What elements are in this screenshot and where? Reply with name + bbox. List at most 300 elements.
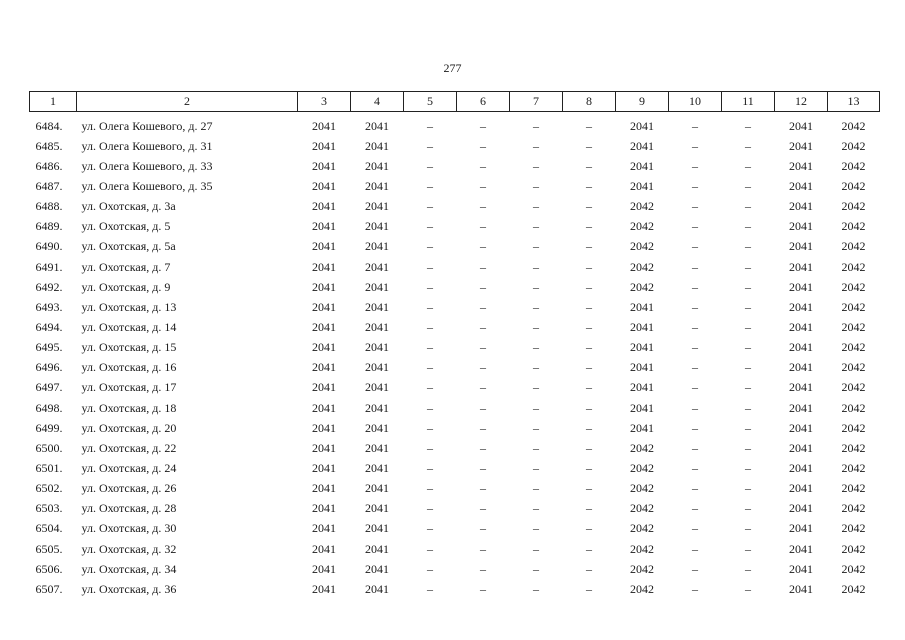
year-cell: – xyxy=(533,581,539,596)
row-number: 6495. xyxy=(35,340,63,355)
year-cell: – xyxy=(745,199,751,214)
address-cell: ул. Охотская, д. 28 xyxy=(81,501,177,516)
address-cell: ул. Охотская, д. 13 xyxy=(81,299,177,314)
year-cell: 2041 xyxy=(789,199,813,214)
year-cell: – xyxy=(586,118,592,133)
year-cell: – xyxy=(480,420,486,435)
year-cell: 2041 xyxy=(789,138,813,153)
row-number: 6500. xyxy=(35,440,63,455)
year-cell: – xyxy=(427,360,433,375)
address-cell: ул. Олега Кошевого, д. 31 xyxy=(81,138,213,153)
year-cell: 2041 xyxy=(630,420,654,435)
row-number: 6499. xyxy=(35,420,63,435)
row-number: 6493. xyxy=(35,299,63,314)
year-cell: – xyxy=(586,158,592,173)
year-cell: – xyxy=(692,581,698,596)
year-cell: 2042 xyxy=(630,279,654,294)
year-cell: 2041 xyxy=(365,138,389,153)
year-cell: 2041 xyxy=(789,340,813,355)
year-cell: 2041 xyxy=(312,299,336,314)
year-cell: 2042 xyxy=(630,581,654,596)
row-number: 6503. xyxy=(35,501,63,516)
year-cell: 2042 xyxy=(841,561,866,576)
year-cell: 2041 xyxy=(365,561,389,576)
year-cell: 2041 xyxy=(630,178,654,193)
year-cell: 2041 xyxy=(789,561,813,576)
year-cell: 2041 xyxy=(789,239,813,254)
row-number: 6498. xyxy=(35,400,63,415)
year-cell: – xyxy=(692,319,698,334)
year-cell: – xyxy=(692,561,698,576)
year-cell: 2041 xyxy=(789,219,813,234)
year-cell: 2041 xyxy=(312,319,336,334)
year-cell: – xyxy=(745,279,751,294)
year-cell: 2041 xyxy=(312,380,336,395)
year-cell: – xyxy=(427,420,433,435)
year-cell: – xyxy=(480,138,486,153)
table-row xyxy=(30,176,880,196)
year-cell: – xyxy=(745,219,751,234)
year-cell: – xyxy=(427,460,433,475)
year-cell: 2042 xyxy=(630,541,654,556)
year-cell: – xyxy=(533,138,539,153)
year-cell: 2041 xyxy=(365,279,389,294)
year-cell: – xyxy=(480,581,486,596)
year-cell: – xyxy=(745,178,751,193)
row-number: 6486. xyxy=(35,158,63,173)
table-row xyxy=(30,277,880,297)
row-number: 6488. xyxy=(35,199,63,214)
year-cell: – xyxy=(480,481,486,496)
table-row xyxy=(30,398,880,418)
year-cell: 2041 xyxy=(312,340,336,355)
year-cell: – xyxy=(533,178,539,193)
year-cell: – xyxy=(533,279,539,294)
year-cell: – xyxy=(586,239,592,254)
year-cell: 2041 xyxy=(365,360,389,375)
year-cell: – xyxy=(427,581,433,596)
year-cell: – xyxy=(692,219,698,234)
year-cell: – xyxy=(586,481,592,496)
year-cell: 2041 xyxy=(312,481,336,496)
year-cell: 2041 xyxy=(789,279,813,294)
year-cell: – xyxy=(692,420,698,435)
year-cell: – xyxy=(745,319,751,334)
year-cell: – xyxy=(427,299,433,314)
year-cell: 2041 xyxy=(312,541,336,556)
year-cell: 2042 xyxy=(630,219,654,234)
column-header: 5 xyxy=(404,92,457,112)
year-cell: – xyxy=(533,199,539,214)
year-cell: – xyxy=(480,239,486,254)
year-cell: – xyxy=(533,400,539,415)
year-cell: 2042 xyxy=(841,440,866,455)
year-cell: 2042 xyxy=(630,239,654,254)
year-cell: – xyxy=(692,380,698,395)
address-cell: ул. Охотская, д. 24 xyxy=(81,460,177,475)
year-cell: – xyxy=(480,541,486,556)
row-number: 6494. xyxy=(35,319,63,334)
year-cell: – xyxy=(427,340,433,355)
year-cell: – xyxy=(692,501,698,516)
table-row xyxy=(30,438,880,458)
year-cell: – xyxy=(427,158,433,173)
year-cell: 2041 xyxy=(312,199,336,214)
year-cell: 2041 xyxy=(365,380,389,395)
year-cell: – xyxy=(427,178,433,193)
table-row xyxy=(30,197,880,217)
year-cell: 2041 xyxy=(365,219,389,234)
year-cell: 2042 xyxy=(841,199,866,214)
table-row xyxy=(30,539,880,559)
year-cell: – xyxy=(480,219,486,234)
year-cell: – xyxy=(586,279,592,294)
table-row xyxy=(30,559,880,579)
year-cell: 2041 xyxy=(630,158,654,173)
table-row xyxy=(30,217,880,237)
year-cell: 2041 xyxy=(312,501,336,516)
column-header: 13 xyxy=(828,92,880,112)
year-cell: – xyxy=(745,400,751,415)
address-cell: ул. Охотская, д. 16 xyxy=(81,360,177,375)
column-header: 9 xyxy=(616,92,669,112)
year-cell: – xyxy=(480,521,486,536)
year-cell: – xyxy=(745,138,751,153)
year-cell: – xyxy=(480,360,486,375)
year-cell: 2041 xyxy=(789,118,813,133)
year-cell: – xyxy=(586,521,592,536)
year-cell: 2041 xyxy=(365,501,389,516)
year-cell: – xyxy=(586,380,592,395)
year-cell: – xyxy=(692,299,698,314)
year-cell: 2041 xyxy=(365,460,389,475)
year-cell: – xyxy=(586,440,592,455)
year-cell: 2042 xyxy=(630,561,654,576)
year-cell: 2041 xyxy=(365,259,389,274)
year-cell: 2041 xyxy=(312,521,336,536)
year-cell: 2042 xyxy=(630,440,654,455)
row-number: 6496. xyxy=(35,360,63,375)
year-cell: – xyxy=(692,259,698,274)
year-cell: – xyxy=(480,178,486,193)
year-cell: – xyxy=(745,440,751,455)
year-cell: – xyxy=(586,460,592,475)
year-cell: 2041 xyxy=(365,481,389,496)
year-cell: – xyxy=(427,199,433,214)
year-cell: 2041 xyxy=(312,178,336,193)
table-row xyxy=(30,378,880,398)
year-cell: 2041 xyxy=(312,420,336,435)
year-cell: – xyxy=(533,319,539,334)
column-header: 2 xyxy=(77,92,298,112)
year-cell: – xyxy=(745,420,751,435)
year-cell: 2042 xyxy=(841,118,866,133)
year-cell: – xyxy=(745,521,751,536)
year-cell: 2041 xyxy=(365,319,389,334)
year-cell: – xyxy=(692,178,698,193)
year-cell: 2042 xyxy=(841,360,866,375)
year-cell: – xyxy=(533,360,539,375)
year-cell: 2042 xyxy=(841,319,866,334)
year-cell: – xyxy=(533,158,539,173)
year-cell: 2041 xyxy=(789,501,813,516)
year-cell: – xyxy=(480,259,486,274)
year-cell: – xyxy=(692,340,698,355)
year-cell: 2041 xyxy=(365,581,389,596)
year-cell: – xyxy=(427,118,433,133)
address-cell: ул. Олега Кошевого, д. 33 xyxy=(81,158,213,173)
year-cell: 2041 xyxy=(365,340,389,355)
year-cell: – xyxy=(427,219,433,234)
year-cell: 2041 xyxy=(312,259,336,274)
year-cell: – xyxy=(427,400,433,415)
year-cell: 2041 xyxy=(630,319,654,334)
year-cell: 2042 xyxy=(630,460,654,475)
year-cell: 2041 xyxy=(312,239,336,254)
year-cell: – xyxy=(533,561,539,576)
table-row xyxy=(30,579,880,599)
year-cell: – xyxy=(745,239,751,254)
year-cell: – xyxy=(533,299,539,314)
year-cell: 2042 xyxy=(841,420,866,435)
table-row xyxy=(30,418,880,438)
year-cell: – xyxy=(586,319,592,334)
year-cell: 2041 xyxy=(365,178,389,193)
year-cell: – xyxy=(586,420,592,435)
year-cell: 2042 xyxy=(630,259,654,274)
year-cell: 2042 xyxy=(841,239,866,254)
year-cell: 2041 xyxy=(365,420,389,435)
address-cell: ул. Охотская, д. 17 xyxy=(81,380,177,395)
year-cell: – xyxy=(533,440,539,455)
year-cell: 2042 xyxy=(841,541,866,556)
table-row xyxy=(30,458,880,478)
year-cell: 2041 xyxy=(365,521,389,536)
year-cell: 2041 xyxy=(365,400,389,415)
year-cell: 2041 xyxy=(365,299,389,314)
header-row xyxy=(30,92,880,112)
row-number: 6491. xyxy=(35,259,63,274)
year-cell: – xyxy=(533,501,539,516)
year-cell: 2041 xyxy=(312,138,336,153)
year-cell: – xyxy=(533,541,539,556)
row-number: 6501. xyxy=(35,460,63,475)
year-cell: 2042 xyxy=(841,481,866,496)
year-cell: 2041 xyxy=(365,199,389,214)
address-cell: ул. Охотская, д. 5а xyxy=(81,239,176,254)
year-cell: – xyxy=(533,380,539,395)
table-body xyxy=(30,112,880,600)
year-cell: 2041 xyxy=(365,118,389,133)
year-cell: – xyxy=(586,219,592,234)
row-number: 6504. xyxy=(35,521,63,536)
year-cell: – xyxy=(586,199,592,214)
year-cell: – xyxy=(745,259,751,274)
year-cell: – xyxy=(692,199,698,214)
year-cell: – xyxy=(745,118,751,133)
year-cell: 2041 xyxy=(789,380,813,395)
year-cell: – xyxy=(692,521,698,536)
address-cell: ул. Охотская, д. 34 xyxy=(81,561,177,576)
year-cell: 2041 xyxy=(789,400,813,415)
year-cell: – xyxy=(480,400,486,415)
column-header: 8 xyxy=(563,92,616,112)
column-header: 6 xyxy=(457,92,510,112)
year-cell: – xyxy=(745,340,751,355)
table-row xyxy=(30,136,880,156)
table-row xyxy=(30,156,880,176)
year-cell: 2041 xyxy=(365,440,389,455)
year-cell: – xyxy=(480,199,486,214)
year-cell: 2042 xyxy=(841,219,866,234)
year-cell: – xyxy=(745,561,751,576)
address-cell: ул. Охотская, д. 32 xyxy=(81,541,177,556)
year-cell: 2041 xyxy=(789,541,813,556)
year-cell: – xyxy=(480,279,486,294)
year-cell: 2042 xyxy=(841,259,866,274)
year-cell: – xyxy=(480,340,486,355)
year-cell: 2042 xyxy=(841,158,866,173)
year-cell: 2041 xyxy=(789,440,813,455)
year-cell: 2041 xyxy=(312,219,336,234)
year-cell: 2041 xyxy=(789,319,813,334)
year-cell: 2041 xyxy=(312,440,336,455)
column-header: 1 xyxy=(30,92,77,112)
row-number: 6487. xyxy=(35,178,63,193)
row-number: 6492. xyxy=(35,279,63,294)
year-cell: – xyxy=(745,460,751,475)
column-header: 12 xyxy=(775,92,828,112)
table-row xyxy=(30,317,880,337)
address-cell: ул. Охотская, д. 18 xyxy=(81,400,177,415)
year-cell: 2041 xyxy=(789,158,813,173)
year-cell: 2042 xyxy=(841,279,866,294)
year-cell: – xyxy=(480,460,486,475)
year-cell: – xyxy=(586,259,592,274)
year-cell: 2041 xyxy=(630,118,654,133)
year-cell: – xyxy=(427,440,433,455)
address-cell: ул. Охотская, д. 15 xyxy=(81,340,177,355)
table-row xyxy=(30,499,880,519)
year-cell: 2041 xyxy=(789,178,813,193)
year-cell: 2041 xyxy=(789,460,813,475)
row-number: 6502. xyxy=(35,481,63,496)
row-number: 6490. xyxy=(35,239,63,254)
column-header: 11 xyxy=(722,92,775,112)
year-cell: – xyxy=(745,541,751,556)
year-cell: – xyxy=(745,581,751,596)
year-cell: – xyxy=(745,158,751,173)
table-row xyxy=(30,479,880,499)
year-cell: – xyxy=(745,360,751,375)
year-cell: 2042 xyxy=(841,380,866,395)
year-cell: – xyxy=(533,340,539,355)
year-cell: – xyxy=(533,420,539,435)
year-cell: 2041 xyxy=(789,521,813,536)
address-cell: ул. Охотская, д. 36 xyxy=(81,581,177,596)
year-cell: – xyxy=(480,118,486,133)
year-cell: 2041 xyxy=(630,400,654,415)
year-cell: 2042 xyxy=(841,178,866,193)
address-cell: ул. Охотская, д. 30 xyxy=(81,521,177,536)
year-cell: 2041 xyxy=(630,360,654,375)
year-cell: – xyxy=(586,360,592,375)
year-cell: – xyxy=(427,501,433,516)
year-cell: – xyxy=(586,541,592,556)
year-cell: – xyxy=(692,138,698,153)
year-cell: – xyxy=(586,299,592,314)
year-cell: 2041 xyxy=(789,420,813,435)
table-row xyxy=(30,237,880,257)
year-cell: 2041 xyxy=(365,541,389,556)
year-cell: 2041 xyxy=(312,581,336,596)
year-cell: – xyxy=(745,299,751,314)
address-cell: ул. Олега Кошевого, д. 27 xyxy=(81,118,213,133)
year-cell: 2041 xyxy=(789,481,813,496)
year-cell: 2041 xyxy=(365,239,389,254)
year-cell: 2041 xyxy=(789,259,813,274)
year-cell: – xyxy=(745,380,751,395)
year-cell: – xyxy=(480,501,486,516)
year-cell: – xyxy=(533,460,539,475)
year-cell: – xyxy=(586,178,592,193)
year-cell: 2042 xyxy=(841,400,866,415)
page-number: 277 xyxy=(443,61,462,75)
column-header: 3 xyxy=(298,92,351,112)
year-cell: – xyxy=(427,239,433,254)
year-cell: 2041 xyxy=(789,581,813,596)
year-cell: 2041 xyxy=(312,360,336,375)
year-cell: 2042 xyxy=(841,581,866,596)
year-cell: – xyxy=(692,440,698,455)
year-cell: 2041 xyxy=(630,138,654,153)
year-cell: – xyxy=(427,541,433,556)
year-cell: – xyxy=(745,481,751,496)
table-row xyxy=(30,297,880,317)
year-cell: – xyxy=(427,259,433,274)
row-number: 6489. xyxy=(35,219,63,234)
year-cell: – xyxy=(533,239,539,254)
year-cell: 2042 xyxy=(841,299,866,314)
address-cell: ул. Охотская, д. 14 xyxy=(81,319,177,334)
year-cell: 2042 xyxy=(841,521,866,536)
year-cell: 2041 xyxy=(312,561,336,576)
year-cell: – xyxy=(692,239,698,254)
year-cell: – xyxy=(692,460,698,475)
year-cell: 2041 xyxy=(630,340,654,355)
year-cell: – xyxy=(533,118,539,133)
year-cell: – xyxy=(427,521,433,536)
address-cell: ул. Охотская, д. 20 xyxy=(81,420,177,435)
year-cell: 2042 xyxy=(841,501,866,516)
year-cell: 2041 xyxy=(365,158,389,173)
year-cell: – xyxy=(480,319,486,334)
year-cell: – xyxy=(692,118,698,133)
year-cell: 2041 xyxy=(312,279,336,294)
year-cell: – xyxy=(745,501,751,516)
year-cell: 2042 xyxy=(630,501,654,516)
row-number: 6485. xyxy=(35,138,63,153)
year-cell: 2042 xyxy=(841,460,866,475)
year-cell: 2041 xyxy=(312,158,336,173)
year-cell: – xyxy=(586,501,592,516)
year-cell: – xyxy=(427,138,433,153)
address-cell: ул. Охотская, д. 3а xyxy=(81,199,176,214)
year-cell: – xyxy=(533,481,539,496)
year-cell: – xyxy=(480,158,486,173)
year-cell: 2041 xyxy=(312,460,336,475)
row-number: 6506. xyxy=(35,561,63,576)
